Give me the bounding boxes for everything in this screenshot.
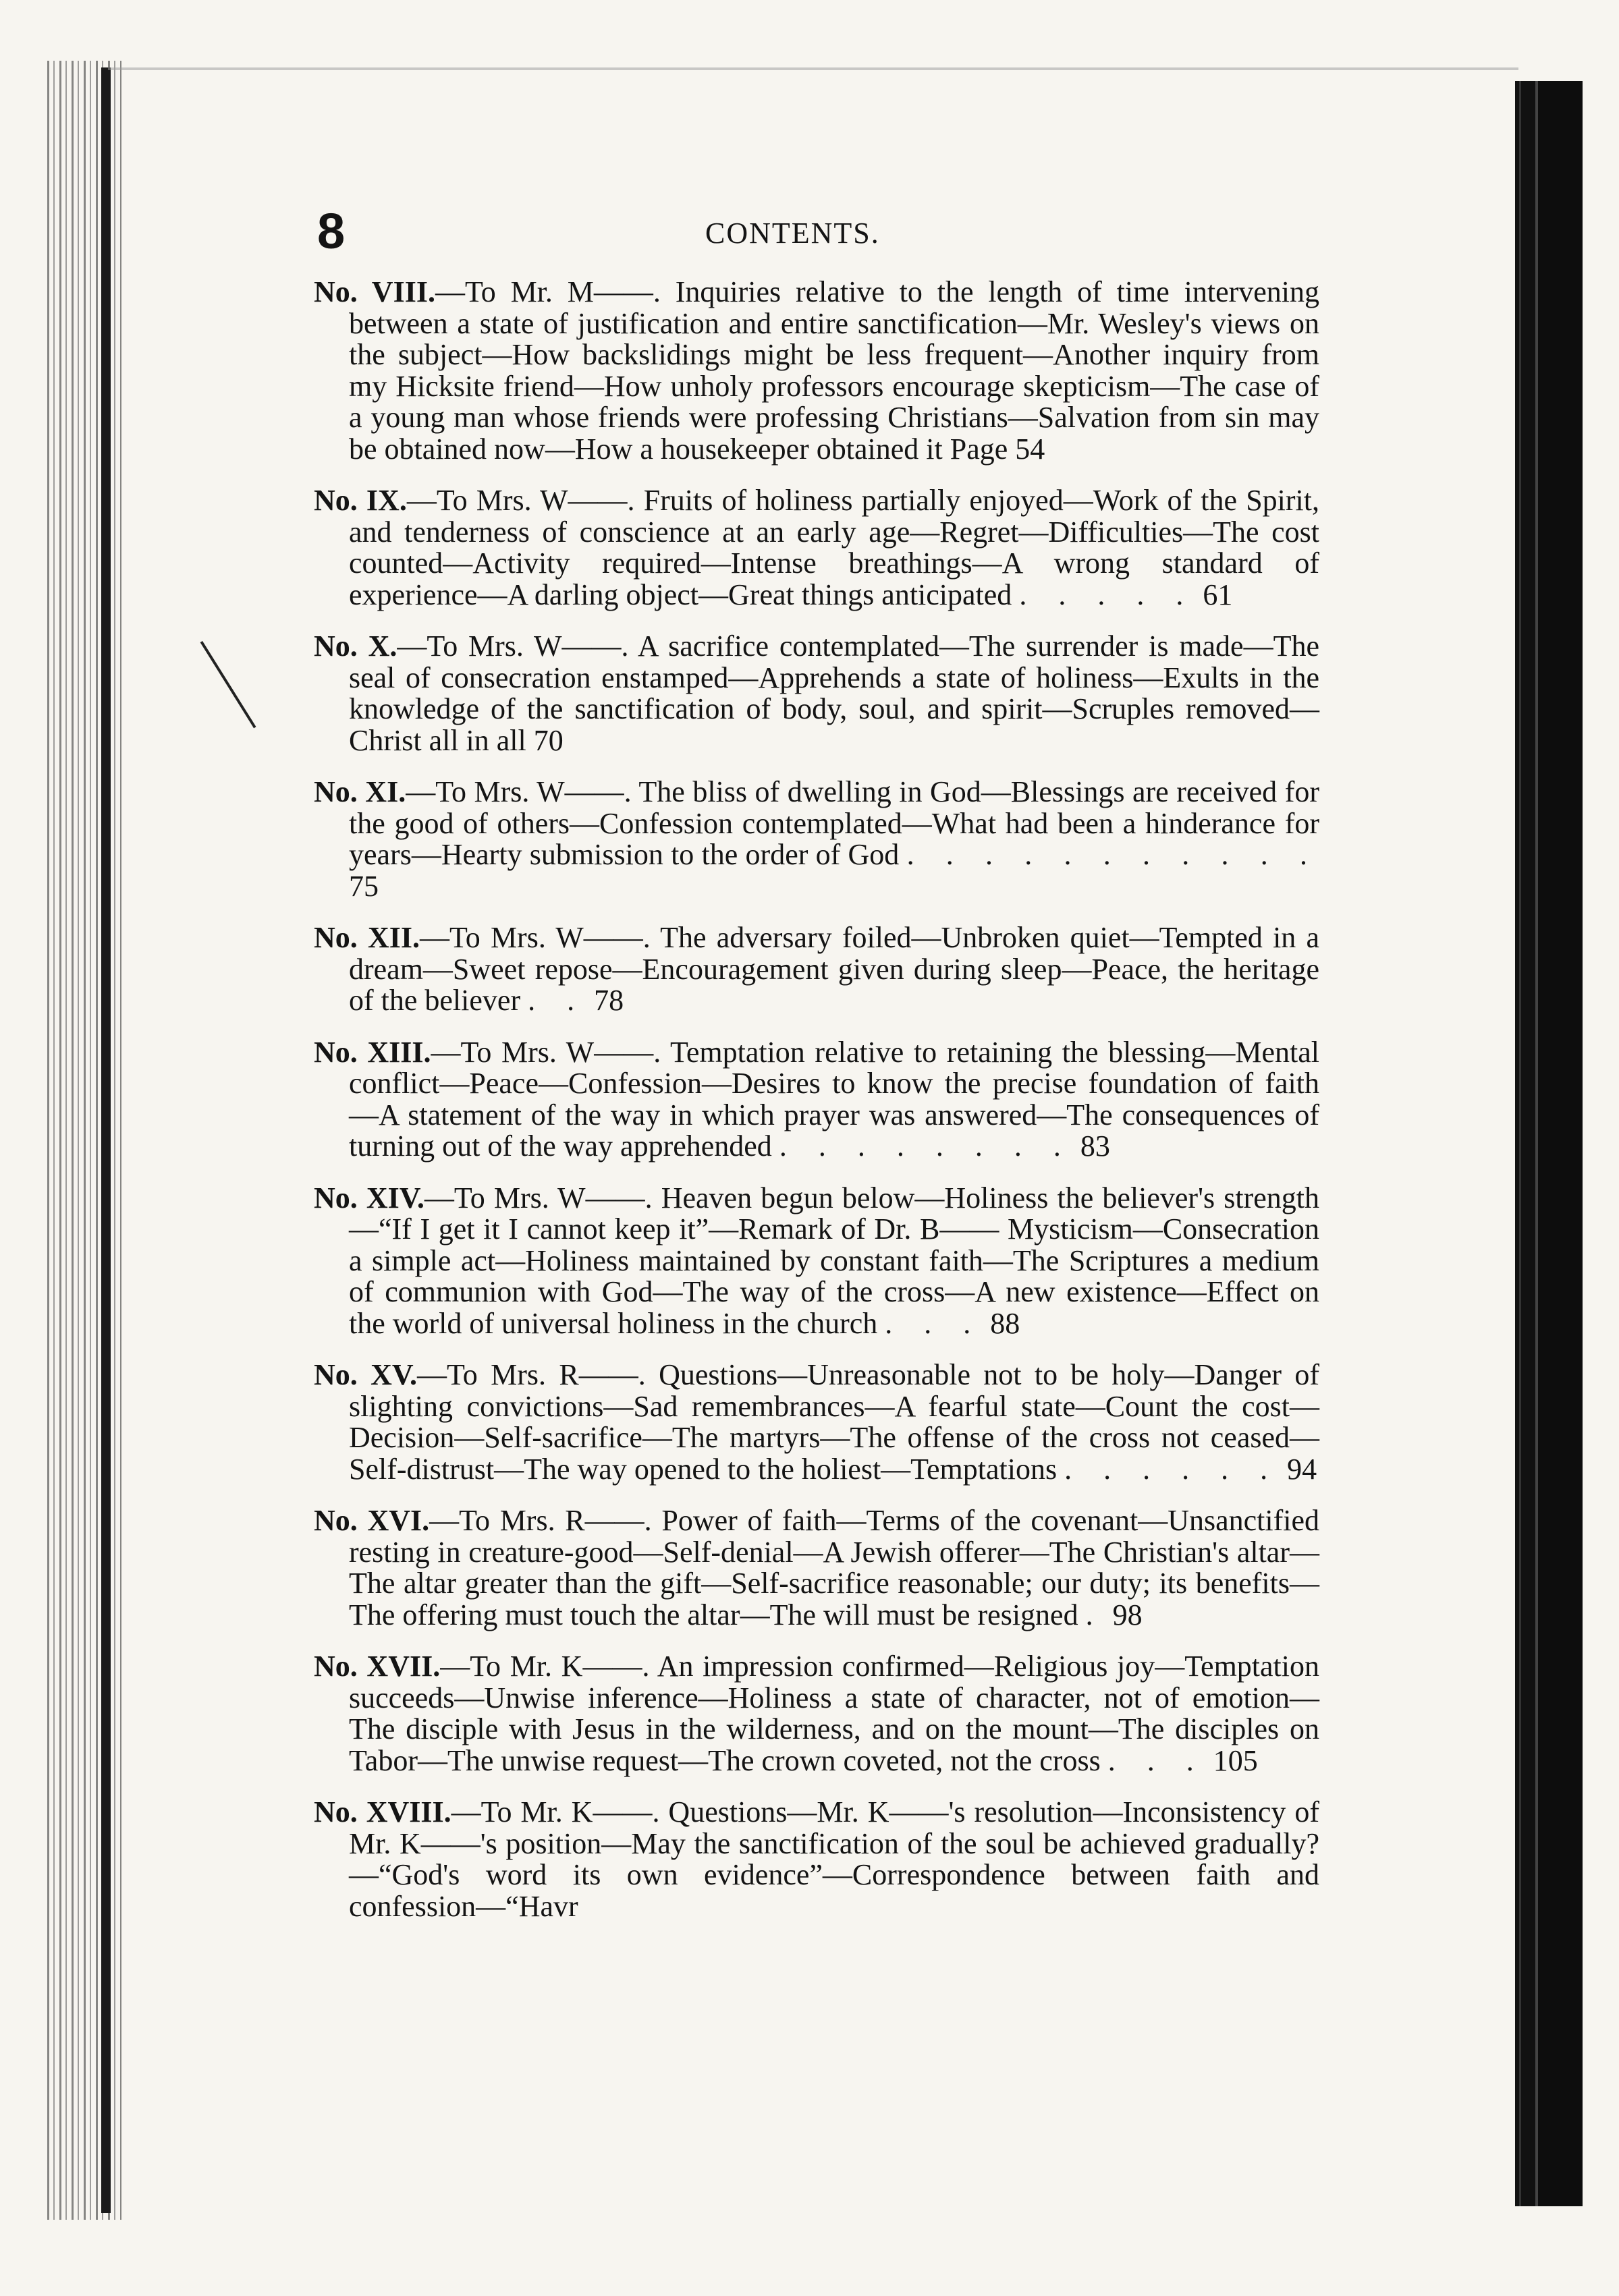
- entry-number: No. XI.: [314, 775, 406, 808]
- contents-entry: [314, 1797, 1319, 1922]
- entry-number: No. VIII.: [314, 275, 435, 308]
- entry-page: 98: [1112, 1598, 1143, 1631]
- entry-recipient: —To Mrs. W——.: [424, 1181, 653, 1214]
- entry-leader: . . . . . . . .: [779, 1129, 1073, 1163]
- binding-shadow: [101, 67, 111, 2213]
- entry-number: No. XII.: [314, 921, 420, 954]
- contents-entry: [314, 485, 1319, 611]
- entry-number: No. XVIII.: [314, 1795, 451, 1828]
- scan-top-edge: [108, 67, 1518, 70]
- entry-leader: . . . . . .: [1064, 1452, 1280, 1486]
- entry-recipient: —To Mrs. W——.: [397, 629, 629, 663]
- running-header: [317, 202, 1329, 259]
- entry-recipient: —To Mrs. W——.: [406, 484, 635, 517]
- entry-summary: Heaven begun below—Holiness the believer's strength—“If I get it I cannot keep it”—Remark of Dr. B—— Mysticism—Consecration a simple act—Holiness maintained by constant faith—The Scriptures a medium of communion with God—The way of the cross—A new existence—Effect on the world of universal holiness in the church: [349, 1181, 1320, 1340]
- entry-number: No. XIII.: [314, 1035, 431, 1069]
- entry-page: 94: [1287, 1452, 1317, 1486]
- entry-summary: Inquiries relative to the length of time intervening between a state of justification and entire sanctification—Mr. Wesley's views on the subject—How backslidings might be less frequent—Another inquiry from my Hicksite friend—How unholy professors encourage skepticism—The case of a young man whose friends were professing Christians—Salvation from sin may be obtained now—How a housekeeper obtained it: [349, 275, 1320, 466]
- entry-recipient: —To Mrs. R——.: [417, 1358, 646, 1391]
- contents-entry: [314, 1037, 1319, 1163]
- entry-page: 88: [990, 1306, 1020, 1340]
- entry-leader: . .: [528, 984, 587, 1017]
- entry-recipient: —To Mrs. W——.: [406, 775, 632, 808]
- entry-recipient: —To Mr. K——.: [451, 1795, 660, 1828]
- entry-summary: Fruits of holiness partially enjoyed—Work of the Spirit, and tenderness of conscience at an early age—Regret—Difficulties—The cost counted—Activity required—Intense breathings—A wrong standard of experience—A darling object—Great things anticipated: [349, 484, 1319, 611]
- entry-leader: . . . . .: [1019, 578, 1196, 611]
- entry-leader: .: [1085, 1598, 1105, 1631]
- entry-page: 75: [349, 869, 379, 903]
- entry-number: No. XV.: [314, 1358, 417, 1391]
- entry-page: 70: [533, 723, 564, 757]
- entry-leader: Page: [950, 432, 1008, 466]
- entry-number: No. XIV.: [314, 1181, 424, 1214]
- contents-entry: [314, 1183, 1319, 1340]
- entry-number: No. IX.: [314, 484, 407, 517]
- contents-list: [314, 277, 1319, 1922]
- contents-entry: [314, 1360, 1319, 1485]
- right-page-edge: [1515, 81, 1583, 2206]
- entry-number: No. XVI.: [314, 1504, 430, 1537]
- entry-page: 83: [1080, 1129, 1110, 1163]
- contents-entry: [314, 777, 1319, 902]
- entry-summary: Questions—Mr. K——'s resolution—Inconsistency of Mr. K——'s position—May the sanctification of the soul be achieved gradually?—“God's word its own evidence”—Correspondence between faith and confession—“Havr: [349, 1795, 1319, 1923]
- entry-summary: A sacrifice contemplated—The surrender is made—The seal of consecration enstamped—Apprehends a state of holiness—Exults in the knowledge of the sanctification of body, soul, and spirit—Scruples removed—Christ all in all: [349, 629, 1319, 757]
- contents-entry: [314, 1505, 1319, 1631]
- entry-recipient: —To Mr. K——.: [440, 1650, 650, 1683]
- contents-entry: [314, 277, 1319, 465]
- entry-summary: The adversary foiled—Unbroken quiet—Tempted in a dream—Sweet repose—Encouragement given during sleep—Peace, the heritage of the believer: [349, 921, 1320, 1017]
- page-number: 8: [317, 203, 346, 259]
- entry-recipient: —To Mrs. W——.: [431, 1035, 661, 1069]
- entry-number: No. X.: [314, 629, 397, 663]
- entry-summary: Temptation relative to retaining the blessing—Mental conflict—Peace—Confession—Desires to know the precise foundation of faith—A statement of the way in which prayer was answered—The consequences of turning out of the way apprehended: [349, 1035, 1320, 1163]
- entry-summary: The bliss of dwelling in God—Blessings are received for the good of others—Confession contemplated—What had been a hinderance for years—Hearty submission to the order of God: [349, 775, 1320, 871]
- entry-page: 105: [1213, 1743, 1258, 1777]
- entry-summary: Questions—Unreasonable not to be holy—Danger of slighting convictions—Sad remembrances—A fearful state—Count the cost—Decision—Self-sacrifice—The martyrs—The offense of the cross not ceased—Self-distrust—The way opened to the holiest—Temptations: [349, 1358, 1320, 1486]
- entry-page: 78: [594, 984, 624, 1017]
- entry-leader: . . .: [885, 1306, 983, 1340]
- entry-recipient: —To Mr. M——.: [435, 275, 661, 308]
- entry-summary: Power of faith—Terms of the covenant—Unsanctified resting in creature-good—Self-denial—A Jewish offerer—The Christian's altar—The altar greater than the gift—Self-sacrifice reasonable; our duty; its benefits—The offering must touch the altar—The will must be resigned: [349, 1504, 1320, 1631]
- entry-recipient: —To Mrs. R——.: [429, 1504, 652, 1537]
- contents-entry: [314, 922, 1319, 1017]
- entry-summary: An impression confirmed—Religious joy—Temptation succeeds—Unwise inference—Holiness a state of character, not of emotion—The disciple with Jesus in the wilderness, and on the mount—The disciples on Tabor—The unwise request—The crown coveted, not the cross: [349, 1650, 1320, 1777]
- entry-number: No. XVII.: [314, 1650, 441, 1683]
- entry-page: 61: [1203, 578, 1233, 611]
- entry-recipient: —To Mrs. W——.: [419, 921, 651, 954]
- entry-leader: . . . . . . . . . . .: [906, 838, 1320, 871]
- entry-leader: . . .: [1107, 1743, 1206, 1777]
- entry-page: 54: [1015, 432, 1045, 466]
- contents-entry: [314, 1651, 1319, 1776]
- running-title: CONTENTS.: [705, 217, 880, 250]
- contents-entry: [314, 631, 1319, 756]
- stray-pen-mark: [200, 641, 256, 728]
